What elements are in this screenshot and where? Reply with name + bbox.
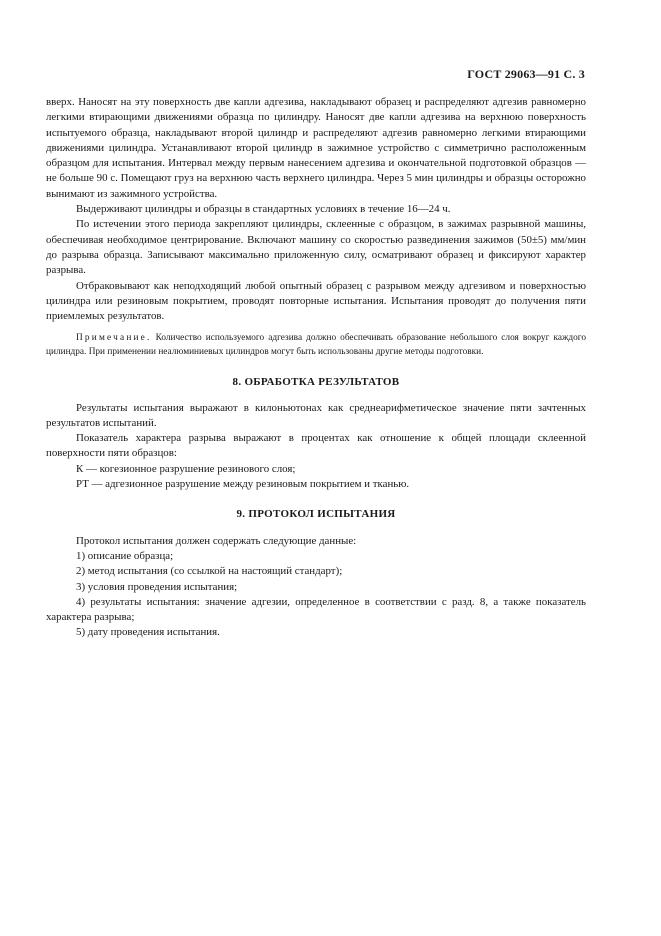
section-8-k-line: К — когезионное разрушение резинового слоя; (76, 462, 296, 475)
page-content (46, 95, 586, 641)
list-item: 2) метод испытания (со ссылкой на настоящий стандарт); (76, 565, 343, 578)
note-label: Примечание. (76, 333, 152, 344)
body-paragraph-4: Отбраковывают как неподходящий любой опытный образец с разрывом между адгезивом и поверхностью цилиндра или резиновым покрытием, проводят повторные испытания. Испытания проводят до получения пяти приемлемых результатов. (46, 279, 586, 323)
body-paragraph-1: вверх. Наносят на эту поверхность две капли адгезива, накладывают образец и распределяют адгезив равномерно легкими втирающими движениями образца по цилиндру. Наносят две капли адгезива на верхнюю поверхность испытуемого образца, накладывают второй цилиндр и распределяют адгезив равномерно легкими втирающими движениями цилиндра. Устанавливают второй цилиндр в зажимное устройство с симметрично расположенным образцом для испытания. Интервал между первым нанесением адгезива и окончательной подготовкой образцов — не больше 90 с. Помещают груз на верхнюю часть верхнего цилиндра. Через 5 мин цилиндры и образцы осторожно вынимают из зажимного устройства. (46, 96, 586, 200)
page-header: ГОСТ 29063—91 С. 3 (467, 67, 585, 81)
list-item: 1) описание образца; (76, 549, 174, 562)
section-8-title: 8. ОБРАБОТКА РЕЗУЛЬТАТОВ (232, 376, 400, 389)
note (46, 332, 586, 359)
section-8-paragraph-1: Результаты испытания выражают в килоньютонах как среднеарифметическое значение пяти зачтенных результатов испытаний. (46, 401, 586, 429)
list-item: 5) дату проведения испытания. (76, 626, 220, 639)
body-paragraph-3: По истечении этого периода закрепляют цилиндры, склеенные с образцом, в зажимах разрывной машины, обеспечивая необходимое центрирование. Включают машину со скоростью развединения зажимов (50±5) мм/мин до разрыва образца. Записывают максимально приложенную силу, осматривают образец и фиксируют характер разрыва. (46, 218, 586, 277)
section-9-title: 9. ПРОТОКОЛ ИСПЫТАНИЯ (236, 508, 396, 521)
list-item: 4) результаты испытания: значение адгезии, определенное в соответствии с разд. 8, а также показатель характера разрыва; (46, 595, 586, 624)
body-paragraph-2: Выдерживают цилиндры и образцы в стандартных условиях в течение 16—24 ч. (76, 203, 451, 216)
section-8-paragraph-2: Показатель характера разрыва выражают в процентах как отношение к общей площади склеенной поверхности пяти образцов: (46, 432, 586, 460)
list-item: 3) условия проведения испытания; (76, 580, 238, 593)
section-9-intro: Протокол испытания должен содержать следующие данные: (76, 534, 357, 547)
note-text: Количество используемого адгезива должно обеспечивать образование небольшого слоя вокруг каждого цилиндра. При применении неалюминиевых цилиндров могут быть использованы другие методы подготовки. (46, 333, 587, 357)
section-8-pt-line: РТ — адгезионное разрушение между резиновым покрытием и тканью. (76, 478, 410, 491)
